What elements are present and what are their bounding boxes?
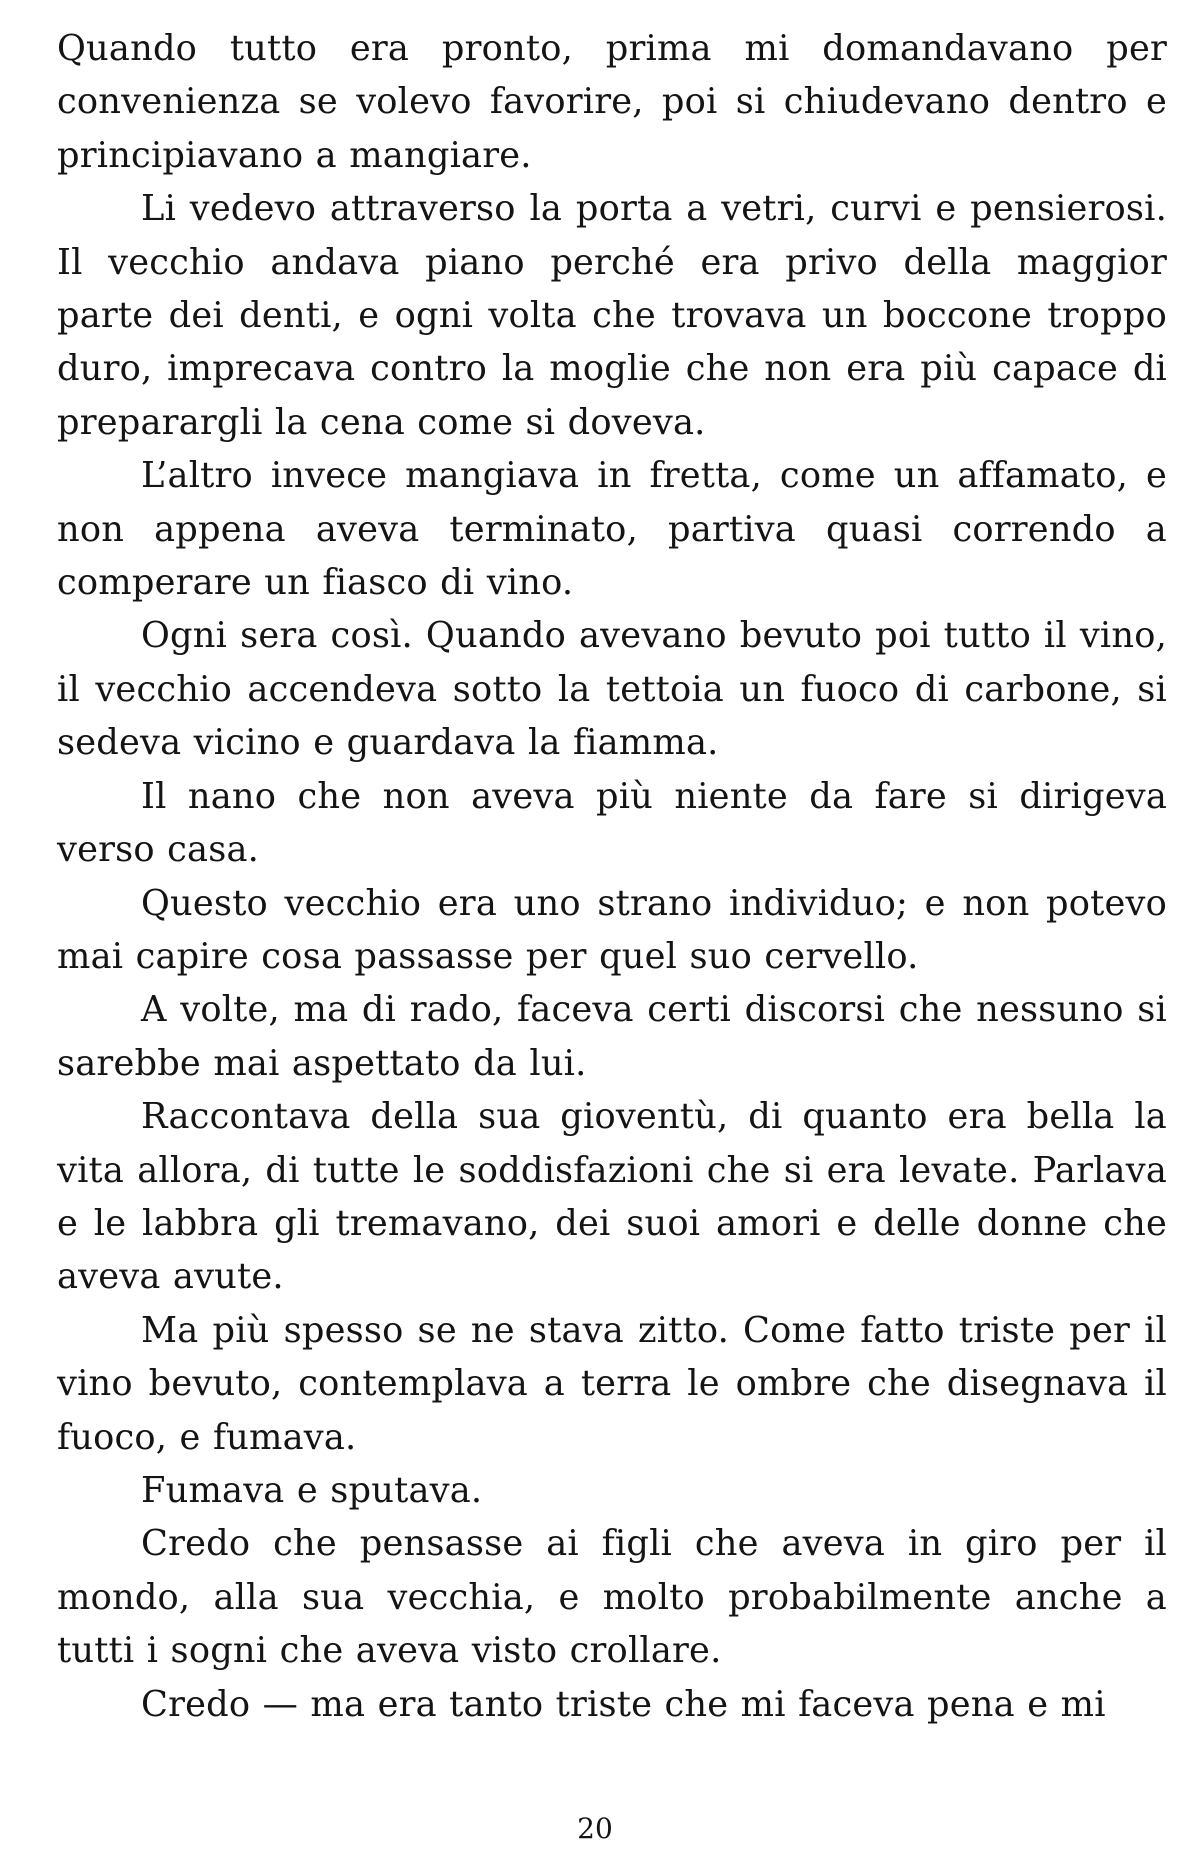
paragraph-9: Ma più spesso se ne stava zitto. Come fatto triste per il vino bevuto, contemplava a terra le ombre che disegnava il fuoco, e fumava. <box>57 1309 1167 1458</box>
paragraph-8: Raccontava della sua gioventù, di quanto era bella la vita allora, di tutte le soddisfazioni che si era levate. Parlava e le labbra gli tremavano, dei suoi amori e delle donne che aveva avute. <box>57 1096 1167 1298</box>
paragraph-12: Credo — ma era tanto triste che mi faceva pena e mi <box>141 1683 1106 1725</box>
paragraph-7: A volte, ma di rado, faceva certi discorsi che nessuno si sarebbe mai aspettato da lui. <box>57 989 1167 1084</box>
paragraph-2: Li vedevo attraverso la porta a vetri, curvi e pensierosi. Il vecchio andava piano perché era privo della maggior parte dei denti, e ogni volta che trovava un boccone troppo duro, imprecava contro la moglie che non era più capace di preparargli la cena come si doveva. <box>57 188 1167 443</box>
page-body <box>57 22 1167 1731</box>
paragraph-11: Credo che pensasse ai figli che aveva in giro per il mondo, alla sua vecchia, e molto probabilmente anche a tutti i sogni che aveva visto crollare. <box>57 1523 1167 1672</box>
paragraph-10: Fumava e sputava. <box>141 1469 483 1511</box>
paragraph-6: Questo vecchio era uno strano individuo; e non potevo mai capire cosa passasse per quel suo cervello. <box>57 882 1167 977</box>
paragraph-1: Quando tutto era pronto, prima mi domandavano per convenienza se volevo favorire, poi si chiudevano dentro e principiavano a mangiare. <box>57 28 1167 176</box>
paragraph-3: L’altro invece mangiava in fretta, come un affamato, e non appena aveva terminato, partiva quasi correndo a comperare un fiasco di vino. <box>57 455 1167 604</box>
paragraph-5: Il nano che non aveva più niente da fare si dirigeva verso casa. <box>57 775 1167 871</box>
paragraph-4: Ogni sera così. Quando avevano bevuto poi tutto il vino, il vecchio accendeva sotto la tettoia un fuoco di carbone, si sedeva vicino e guardava la fiamma. <box>57 615 1167 764</box>
page-number: 20 <box>577 1812 613 1845</box>
